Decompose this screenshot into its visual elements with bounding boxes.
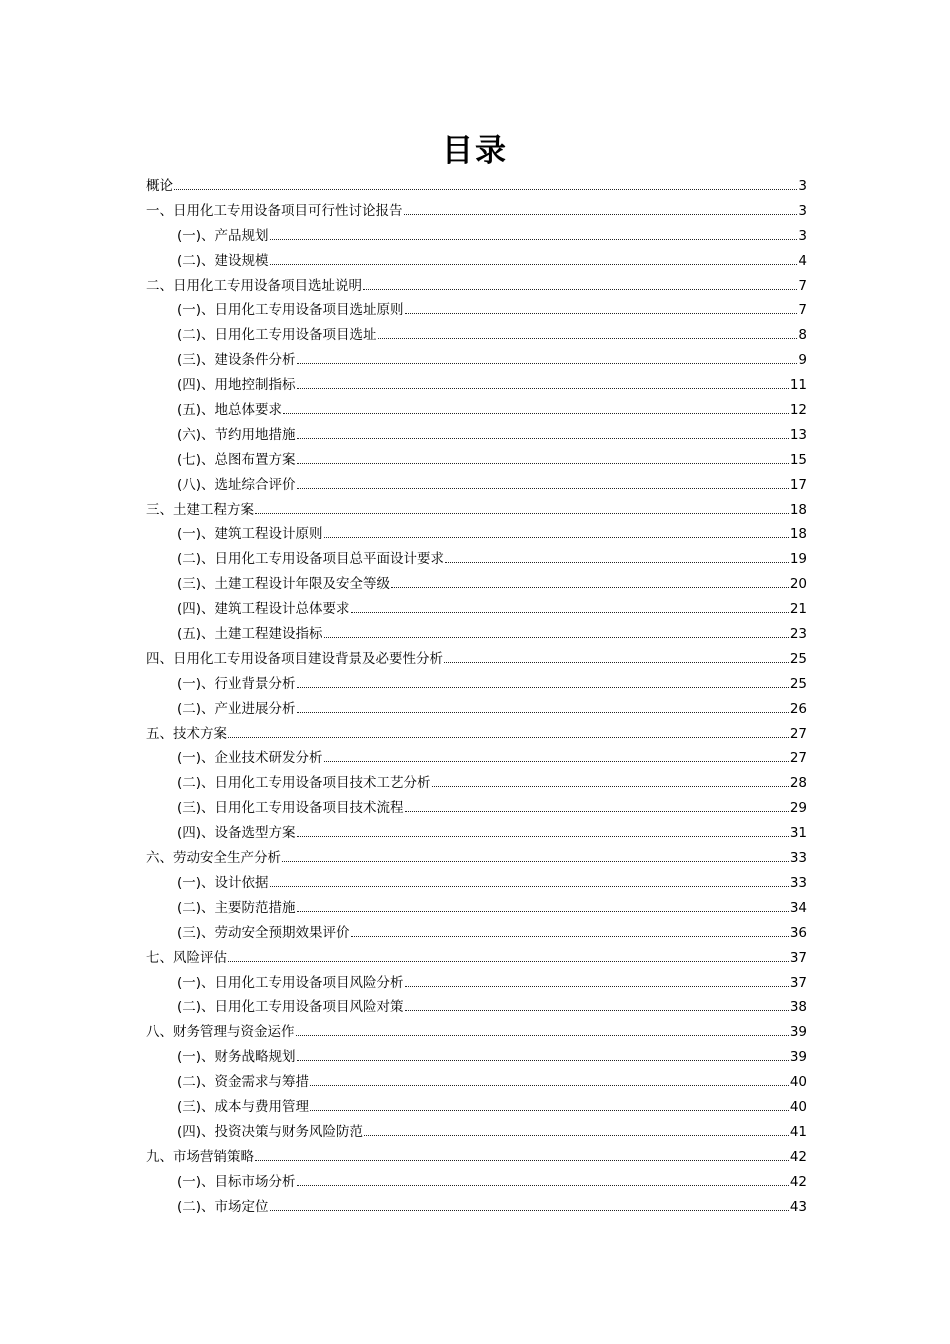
toc-section-entry[interactable] — [146, 1070, 807, 1095]
toc-section-entry[interactable] — [146, 796, 807, 821]
dot-leader — [270, 264, 798, 265]
dot-leader — [297, 836, 789, 837]
toc-page-number: 9 — [798, 352, 807, 369]
toc-page-number: 21 — [789, 601, 807, 618]
toc-entry-label: (一)、目标市场分析 — [177, 1173, 296, 1190]
dot-leader — [363, 289, 797, 290]
dot-leader — [297, 1060, 789, 1061]
toc-page-number: 18 — [789, 526, 807, 543]
toc-section-entry[interactable] — [146, 1120, 807, 1145]
toc-section-entry[interactable] — [146, 547, 807, 572]
dot-leader — [310, 1110, 789, 1111]
toc-entry-label: (四)、建筑工程设计总体要求 — [177, 601, 350, 618]
toc-page-number: 42 — [789, 1173, 807, 1190]
toc-page-number: 34 — [789, 899, 807, 916]
toc-chapter-entry[interactable] — [146, 946, 807, 971]
toc-page-number: 39 — [789, 1024, 807, 1041]
toc-page-number: 28 — [789, 775, 807, 792]
toc-entry-label: (二)、市场定位 — [177, 1198, 269, 1215]
toc-entry-label: 五、技术方案 — [146, 725, 227, 742]
dot-leader — [283, 413, 789, 414]
toc-section-entry[interactable] — [146, 746, 807, 771]
toc-entry-label: (一)、设计依据 — [177, 874, 269, 891]
dot-leader — [297, 438, 789, 439]
dot-leader — [255, 513, 789, 514]
dot-leader — [282, 861, 789, 862]
toc-section-entry[interactable] — [146, 995, 807, 1020]
toc-entry-label: (一)、建筑工程设计原则 — [177, 526, 323, 543]
dot-leader — [324, 537, 789, 538]
toc-page-number: 40 — [789, 1098, 807, 1115]
toc-page-number: 29 — [789, 800, 807, 817]
dot-leader — [324, 637, 789, 638]
toc-page-number: 26 — [789, 700, 807, 717]
toc-page-number: 7 — [798, 277, 807, 294]
toc-page-number: 37 — [789, 974, 807, 991]
toc-section-entry[interactable] — [146, 821, 807, 846]
toc-entry-label: (三)、日用化工专用设备项目技术流程 — [177, 800, 404, 817]
dot-leader — [324, 761, 789, 762]
toc-section-entry[interactable] — [146, 448, 807, 473]
toc-section-entry[interactable] — [146, 298, 807, 323]
toc-entry-label: (一)、产品规划 — [177, 227, 269, 244]
toc-entry-label: (二)、主要防范措施 — [177, 899, 296, 916]
toc-page-number: 25 — [789, 675, 807, 692]
toc-section-entry[interactable] — [146, 1195, 807, 1220]
dot-leader — [296, 1035, 789, 1036]
toc-entry-label: (二)、日用化工专用设备项目总平面设计要求 — [177, 551, 445, 568]
toc-section-entry[interactable] — [146, 1170, 807, 1195]
toc-section-entry[interactable] — [146, 622, 807, 647]
toc-section-entry[interactable] — [146, 697, 807, 722]
toc-page-number: 36 — [789, 924, 807, 941]
dot-leader — [228, 961, 789, 962]
toc-page-number: 23 — [789, 626, 807, 643]
toc-page-number: 17 — [789, 476, 807, 493]
dot-leader — [297, 388, 789, 389]
toc-entry-label: (一)、财务战略规划 — [177, 1049, 296, 1066]
toc-entry-label: 四、日用化工专用设备项目建设背景及必要性分析 — [146, 650, 443, 667]
toc-entry-label: (三)、建设条件分析 — [177, 352, 296, 369]
toc-section-entry[interactable] — [146, 224, 807, 249]
toc-chapter-entry[interactable] — [146, 722, 807, 747]
toc-chapter-entry[interactable] — [146, 647, 807, 672]
toc-entry-label: 七、风险评估 — [146, 949, 227, 966]
toc-entry-label: (八)、选址综合评价 — [177, 476, 296, 493]
dot-leader — [297, 911, 789, 912]
toc-page-number: 13 — [789, 426, 807, 443]
toc-section-entry[interactable] — [146, 921, 807, 946]
toc-chapter-entry[interactable] — [146, 1145, 807, 1170]
dot-leader — [255, 1160, 789, 1161]
toc-page-number: 43 — [789, 1198, 807, 1215]
dot-leader — [297, 687, 789, 688]
dot-leader — [432, 786, 789, 787]
dot-leader — [297, 488, 789, 489]
toc-entry-label: (二)、建设规模 — [177, 252, 269, 269]
toc-entry-label: (三)、成本与费用管理 — [177, 1098, 310, 1115]
toc-entry-label: (二)、日用化工专用设备项目选址 — [177, 327, 377, 344]
dot-leader — [351, 612, 789, 613]
toc-section-entry[interactable] — [146, 871, 807, 896]
toc-chapter-entry[interactable] — [146, 274, 807, 299]
toc-chapter-entry[interactable] — [146, 846, 807, 871]
toc-page-number: 37 — [789, 949, 807, 966]
toc-page-number: 8 — [798, 327, 807, 344]
dot-leader — [391, 587, 789, 588]
toc-section-entry[interactable] — [146, 771, 807, 796]
toc-section-entry[interactable] — [146, 597, 807, 622]
dot-leader — [270, 1210, 789, 1211]
toc-section-entry[interactable] — [146, 971, 807, 996]
toc-entry-label: (二)、资金需求与筹措 — [177, 1074, 310, 1091]
toc-page-number: 3 — [798, 227, 807, 244]
toc-entry-label: (二)、产业进展分析 — [177, 700, 296, 717]
dot-leader — [444, 662, 789, 663]
toc-entry-label: (四)、投资决策与财务风险防范 — [177, 1123, 364, 1140]
dot-leader — [445, 562, 789, 563]
toc-entry-label: 二、日用化工专用设备项目选址说明 — [146, 277, 362, 294]
toc-page-number: 33 — [789, 850, 807, 867]
toc-page-number: 27 — [789, 725, 807, 742]
dot-leader — [270, 886, 789, 887]
toc-page-number: 40 — [789, 1074, 807, 1091]
toc-page-number: 39 — [789, 1049, 807, 1066]
toc-entry-label: (四)、用地控制指标 — [177, 377, 296, 394]
dot-leader — [228, 737, 789, 738]
toc-page-number: 18 — [789, 501, 807, 518]
dot-leader — [297, 1185, 789, 1186]
toc-entry-label: (二)、日用化工专用设备项目风险对策 — [177, 999, 404, 1016]
dot-leader — [405, 313, 798, 314]
toc-section-entry[interactable] — [146, 473, 807, 498]
dot-leader — [405, 986, 789, 987]
toc-section-entry[interactable] — [146, 672, 807, 697]
toc-entry-label: 八、财务管理与资金运作 — [146, 1024, 295, 1041]
toc-section-entry[interactable] — [146, 522, 807, 547]
toc-page-number: 4 — [798, 252, 807, 269]
toc-entry-label: 概论 — [146, 178, 173, 194]
toc-page-number: 15 — [789, 451, 807, 468]
toc-page-number: 41 — [789, 1123, 807, 1140]
toc-entry-label: (六)、节约用地措施 — [177, 426, 296, 443]
dot-leader — [405, 1010, 789, 1011]
dot-leader — [174, 189, 797, 190]
toc-section-entry[interactable] — [146, 423, 807, 448]
dot-leader — [378, 338, 798, 339]
dot-leader — [310, 1085, 789, 1086]
toc-entry-label: (七)、总图布置方案 — [177, 451, 296, 468]
toc-section-entry[interactable] — [146, 373, 807, 398]
toc-section-entry[interactable] — [146, 1095, 807, 1120]
toc-page-number: 27 — [789, 750, 807, 767]
toc-entry-label: 九、市场营销策略 — [146, 1148, 254, 1165]
toc-page-number: 33 — [789, 874, 807, 891]
toc-page-number: 12 — [789, 402, 807, 419]
toc-page-number: 7 — [798, 302, 807, 319]
toc-section-entry[interactable] — [146, 348, 807, 373]
toc-section-entry[interactable] — [146, 1045, 807, 1070]
toc-entry-label: (四)、设备选型方案 — [177, 825, 296, 842]
toc-page-number: 3 — [798, 202, 807, 219]
dot-leader — [297, 712, 789, 713]
toc-chapter-entry[interactable] — [146, 174, 807, 199]
toc-section-entry[interactable] — [146, 398, 807, 423]
toc-page-number: 42 — [789, 1148, 807, 1165]
toc-entry-label: (一)、企业技术研发分析 — [177, 750, 323, 767]
toc-page-number: 31 — [789, 825, 807, 842]
table-of-contents — [146, 174, 807, 1219]
toc-page-number: 25 — [789, 650, 807, 667]
toc-entry-label: 三、土建工程方案 — [146, 501, 254, 518]
toc-entry-label: (一)、行业背景分析 — [177, 675, 296, 692]
dot-leader — [405, 811, 789, 812]
toc-section-entry[interactable] — [146, 249, 807, 274]
toc-page-number: 3 — [798, 178, 807, 194]
toc-entry-label: 六、劳动安全生产分析 — [146, 850, 281, 867]
dot-leader — [297, 363, 798, 364]
toc-section-entry[interactable] — [146, 572, 807, 597]
toc-chapter-entry[interactable] — [146, 498, 807, 523]
dot-leader — [270, 239, 798, 240]
toc-page-number: 11 — [789, 377, 807, 394]
toc-entry-label: (二)、日用化工专用设备项目技术工艺分析 — [177, 775, 431, 792]
dot-leader — [297, 463, 789, 464]
toc-entry-label: 一、日用化工专用设备项目可行性讨论报告 — [146, 202, 403, 219]
toc-page-number: 38 — [789, 999, 807, 1016]
toc-section-entry[interactable] — [146, 323, 807, 348]
dot-leader — [404, 214, 798, 215]
toc-entry-label: (一)、日用化工专用设备项目风险分析 — [177, 974, 404, 991]
toc-page-number: 19 — [789, 551, 807, 568]
toc-section-entry[interactable] — [146, 896, 807, 921]
dot-leader — [351, 936, 789, 937]
toc-page-number: 20 — [789, 576, 807, 593]
toc-entry-label: (三)、土建工程设计年限及安全等级 — [177, 576, 391, 593]
toc-entry-label: (三)、劳动安全预期效果评价 — [177, 924, 350, 941]
toc-chapter-entry[interactable] — [146, 1020, 807, 1045]
page-title: 目录 — [442, 133, 508, 169]
toc-entry-label: (五)、地总体要求 — [177, 402, 283, 419]
toc-entry-label: (一)、日用化工专用设备项目选址原则 — [177, 302, 404, 319]
toc-chapter-entry[interactable] — [146, 199, 807, 224]
toc-entry-label: (五)、土建工程建设指标 — [177, 626, 323, 643]
dot-leader — [364, 1135, 789, 1136]
